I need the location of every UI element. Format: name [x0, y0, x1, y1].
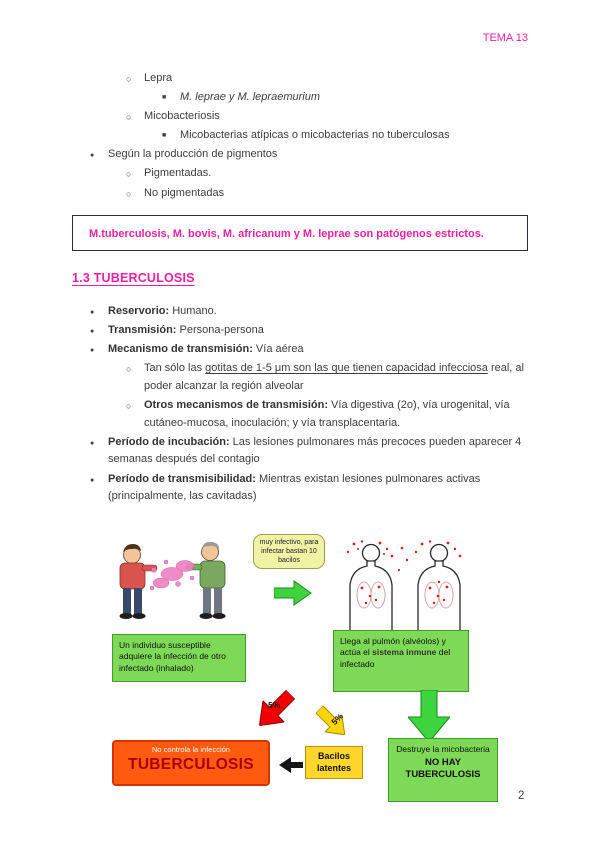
susceptible-box: Un individuo susceptible adquiere la infección de otro infectado (inhalado)	[112, 634, 246, 682]
list-item	[72, 108, 528, 126]
term-text: Persona-persona	[176, 324, 264, 337]
arrow-right-icon	[274, 580, 312, 606]
list-item	[72, 360, 528, 395]
transmission-diagram	[0, 528, 600, 820]
list-item	[72, 146, 528, 164]
tuberculosis-list	[72, 303, 528, 506]
torso-outlines	[350, 545, 460, 632]
list-item	[72, 303, 528, 321]
destroy-box-text: Destruye la micobacteria	[396, 744, 490, 754]
list-item	[72, 70, 528, 88]
list-item	[72, 127, 528, 145]
term-text: Mientras existan lesiones pulmonares activas (principalmente, las cavitadas)	[108, 472, 481, 503]
sneeze-cloud	[150, 560, 194, 590]
lung-box-text: del infectado	[340, 647, 451, 669]
term-text: Vía digestiva (2o), vía urogenital, vía cutáneo-mucosa, inoculación; y vía transplacentaria.	[144, 399, 510, 429]
list-item	[72, 397, 528, 432]
list-item	[72, 341, 528, 359]
arrow-left-icon	[277, 755, 303, 775]
infected-torsos-illustration	[340, 540, 470, 632]
term-text: Las lesiones pulmonares más precoces pueden aparecer 4 semanas después del contagio	[108, 435, 522, 466]
term-label: Período de transmisibilidad:	[108, 472, 256, 485]
arrow-down-left-icon	[249, 684, 301, 736]
doc-header-label: TEMA 13	[482, 32, 528, 44]
note-box	[72, 215, 528, 251]
term-text: Vía aérea	[252, 343, 304, 356]
no-control-label: No controla la infección	[152, 745, 230, 754]
underlined-text: gotitas de 1-5 μm son las que tienen capacidad infecciosa	[205, 362, 488, 375]
taxonomy-list	[72, 70, 528, 202]
term-text: Humano.	[169, 305, 217, 318]
percentage-label: 5%	[329, 711, 346, 727]
left-person-figure	[120, 544, 158, 619]
tuberculosis-box	[112, 740, 270, 786]
list-item	[72, 471, 528, 506]
lung-box	[333, 630, 469, 692]
lung-box-text: Llega al pulmón (alvéolos) y actúa el	[340, 636, 446, 658]
list-item	[72, 185, 528, 203]
arrow-down-icon	[408, 690, 450, 742]
list-item-text: Micobacterias atípicas o micobacterias no tuberculosas	[180, 129, 450, 142]
document-content	[72, 70, 528, 507]
list-item	[72, 434, 528, 469]
term-label: Otros mecanismos de transmisión:	[144, 399, 328, 412]
term-label: Período de incubación:	[108, 435, 230, 448]
term-label: Reservorio:	[108, 305, 170, 318]
page-number: 2	[518, 790, 525, 802]
tuberculosis-title: TUBERCULOSIS	[128, 755, 254, 773]
list-item	[72, 89, 528, 107]
percentage-label: 5%	[268, 700, 281, 710]
list-item-text: M. leprae y M. lepraemurium	[180, 91, 320, 104]
term-text: real, al poder alcanzar la región alveolar	[144, 362, 524, 393]
term-label: Transmisión:	[108, 324, 177, 337]
section-title: 1.3 TUBERCULOSIS	[72, 271, 195, 286]
list-item-text: Pigmentadas.	[144, 167, 212, 180]
list-item-text: Lepra	[144, 72, 173, 84]
list-item-text: No pigmentadas	[144, 186, 225, 199]
term-label: Mecanismo de transmisión:	[108, 343, 253, 356]
list-item	[72, 165, 528, 183]
list-item-text: Micobacteriosis	[144, 110, 220, 123]
list-item-text: Según la producción de pigmentos	[108, 148, 278, 161]
sneeze-cartoon-illustration	[106, 536, 254, 631]
latent-bacilli-box: Bacilos latentes	[305, 746, 363, 779]
list-item	[72, 322, 528, 340]
infectivity-callout: muy infectivo, para infectar bastan 10 bacilos	[253, 534, 325, 569]
destroy-box	[388, 738, 498, 802]
destroy-box-bold-text: NO HAY TUBERCULOSIS	[405, 757, 481, 780]
note-box-text: M.tuberculosis, M. bovis, M. africanum y M. leprae son patógenos estrictos.	[89, 228, 484, 241]
right-person-figure	[186, 542, 226, 619]
lung-box-bold-text: sistema inmune	[372, 647, 437, 658]
term-text: Tan sólo las	[144, 362, 206, 375]
